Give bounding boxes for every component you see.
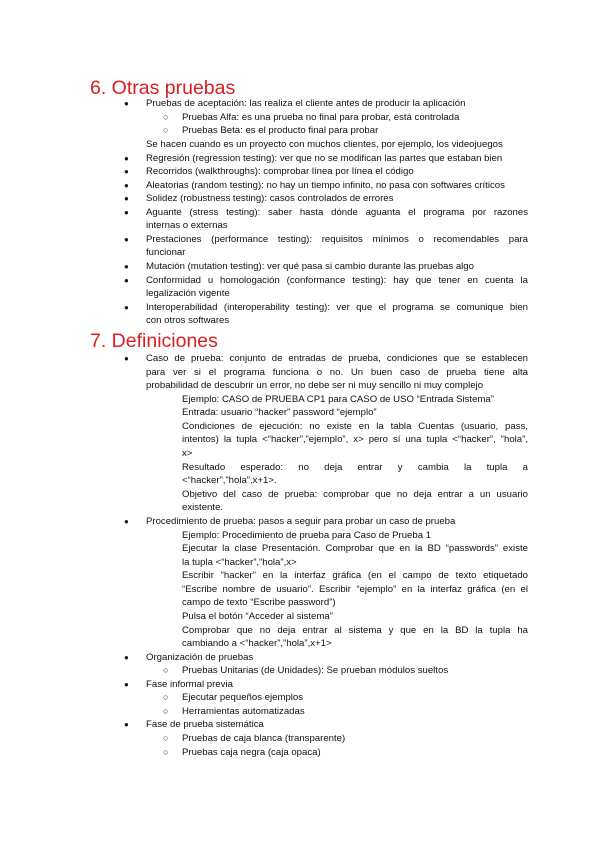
list-item: Aguante (stress testing): saber hasta dónde aguanta el programa por razones — [146, 207, 528, 218]
sub-bullet: ○ — [163, 706, 169, 716]
list-item-continuation: legalización vigente — [146, 288, 230, 299]
sub-bullet: ○ — [163, 125, 169, 135]
note-text: Se hacen cuando es un proyecto con muchos clientes, por ejemplo, los videojuegos — [146, 139, 503, 150]
list-item-continuation: con otros softwares — [146, 315, 230, 326]
sub-bullet: ○ — [163, 733, 169, 743]
sub-list-item: Pruebas Unitarias (de Unidades): Se prueban módulos sueltos — [182, 665, 449, 676]
list-item: Aleatorias (random testing): no hay un tiempo infinito, no pasa con softwares críticos — [146, 180, 505, 191]
list-item: Fase informal previa — [146, 679, 233, 690]
example-text: cambiando a <“hacker”,”hola”,x+1> — [182, 638, 332, 649]
bullet: ● — [124, 653, 129, 662]
bullet: ● — [124, 235, 129, 244]
example-text: la tupla <“hacker”,”hola”,x> — [182, 557, 297, 568]
sub-list-item: Pruebas de caja blanca (transparente) — [182, 733, 346, 744]
list-item-continuation: funcionar — [146, 247, 186, 258]
list-item: Mutación (mutation testing): ver qué pasa si cambio durante las pruebas algo — [146, 261, 474, 272]
example-text: intentos) la tupla <“hacker”,”ejemplo”, x> pero sí una tupla <“hacker”, “hola”, — [182, 434, 528, 445]
example-text: “Escribe nombre de usuario”. Escribir “ejemplo” en la interfaz gráfica (en el — [182, 584, 528, 595]
list-item: Procedimiento de prueba: pasos a seguir para probar un caso de prueba — [146, 516, 456, 527]
list-item: Prestaciones (performance testing): requisitos mínimos o recomendables para — [146, 234, 528, 245]
bullet: ● — [124, 720, 129, 729]
bullet: ● — [124, 154, 129, 163]
section-title-otras-pruebas: 6. Otras pruebas — [90, 77, 236, 99]
list-item: Pruebas de aceptación: las realiza el cliente antes de producir la aplicación — [146, 98, 466, 109]
example-text: <“hacker”,”hola”,x+1>. — [182, 475, 277, 486]
example-text: Entrada: usuario “hacker” password “ejemplo” — [182, 407, 377, 418]
bullet: ● — [124, 208, 129, 217]
list-item-continuation: internas o externas — [146, 220, 228, 231]
sub-list-item: Herramientas automatizadas — [182, 706, 305, 717]
example-text: existente. — [182, 502, 224, 513]
sub-bullet: ○ — [163, 692, 169, 702]
sub-bullet: ○ — [163, 747, 169, 757]
list-item: Regresión (regression testing): ver que no se modifican las partes que estaban bien — [146, 153, 503, 164]
example-text: Ejecutar la clase Presentación. Comprobar que en la BD “passwords” existe — [182, 543, 528, 554]
bullet: ● — [124, 167, 129, 176]
bullet: ● — [124, 99, 129, 108]
example-text: Ejemplo: CASO de PRUEBA CP1 para CASO de USO “Entrada Sistema” — [182, 394, 494, 405]
section-title-definiciones: 7. Definiciones — [90, 330, 218, 352]
bullet: ● — [124, 354, 129, 363]
example-text: Resultado esperado: no deja entrar y cambia la tupla a — [182, 462, 528, 473]
bullet: ● — [124, 680, 129, 689]
example-text: x> — [182, 448, 193, 459]
bullet: ● — [124, 517, 129, 526]
example-text: Escribir “hacker” en la interfaz gráfica (en el campo de texto etiquetado — [182, 570, 528, 581]
example-text: Condiciones de ejecución: no existe en la tabla Cuentas (usuario, pass, — [182, 421, 528, 432]
sub-list-item: Pruebas Beta: es el producto final para probar — [182, 125, 379, 136]
sub-bullet: ○ — [163, 112, 169, 122]
list-item: Solidez (robustness testing): casos controlados de errores — [146, 193, 394, 204]
example-text: campo de texto “Escribe password”) — [182, 597, 336, 608]
list-item-continuation: probabilidad de descubrir un error, no debe ser ni muy sencillo ni muy complejo — [146, 380, 484, 391]
bullet: ● — [124, 181, 129, 190]
sub-bullet: ○ — [163, 665, 169, 675]
example-text: Comprobar que no deja entrar al sistema y que en la BD la tupla ha — [182, 625, 528, 636]
sub-list-item: Pruebas Alfa: es una prueba no final para probar, está controlada — [182, 112, 460, 123]
list-item: Fase de prueba sistemática — [146, 719, 264, 730]
list-item: Organización de pruebas — [146, 652, 254, 663]
list-item: Recorridos (walkthroughs): comprobar línea por línea el código — [146, 166, 414, 177]
bullet: ● — [124, 303, 129, 312]
example-text: Objetivo del caso de prueba: comprobar que no deja entrar a un usuario — [182, 489, 528, 500]
bullet: ● — [124, 276, 129, 285]
sub-list-item: Pruebas caja negra (caja opaca) — [182, 747, 321, 758]
bullet: ● — [124, 194, 129, 203]
list-item-continuation: para ver si el programa funciona o no. Un buen caso de prueba tiene alta — [146, 367, 528, 378]
list-item: Caso de prueba: conjunto de entradas de prueba, condiciones que se establecen — [146, 353, 528, 364]
bullet: ● — [124, 262, 129, 271]
list-item: Conformidad u homologación (conformance testing): hay que tener en cuenta la — [146, 275, 528, 286]
example-text: Pulsa el botón “Acceder al sistema” — [182, 611, 333, 622]
list-item: Interoperabilidad (interoperability testing): ver que el programa se comunique bien — [146, 302, 528, 313]
example-text: Ejemplo: Procedimiento de prueba para Caso de Prueba 1 — [182, 530, 432, 541]
sub-list-item: Ejecutar pequeños ejemplos — [182, 692, 304, 703]
